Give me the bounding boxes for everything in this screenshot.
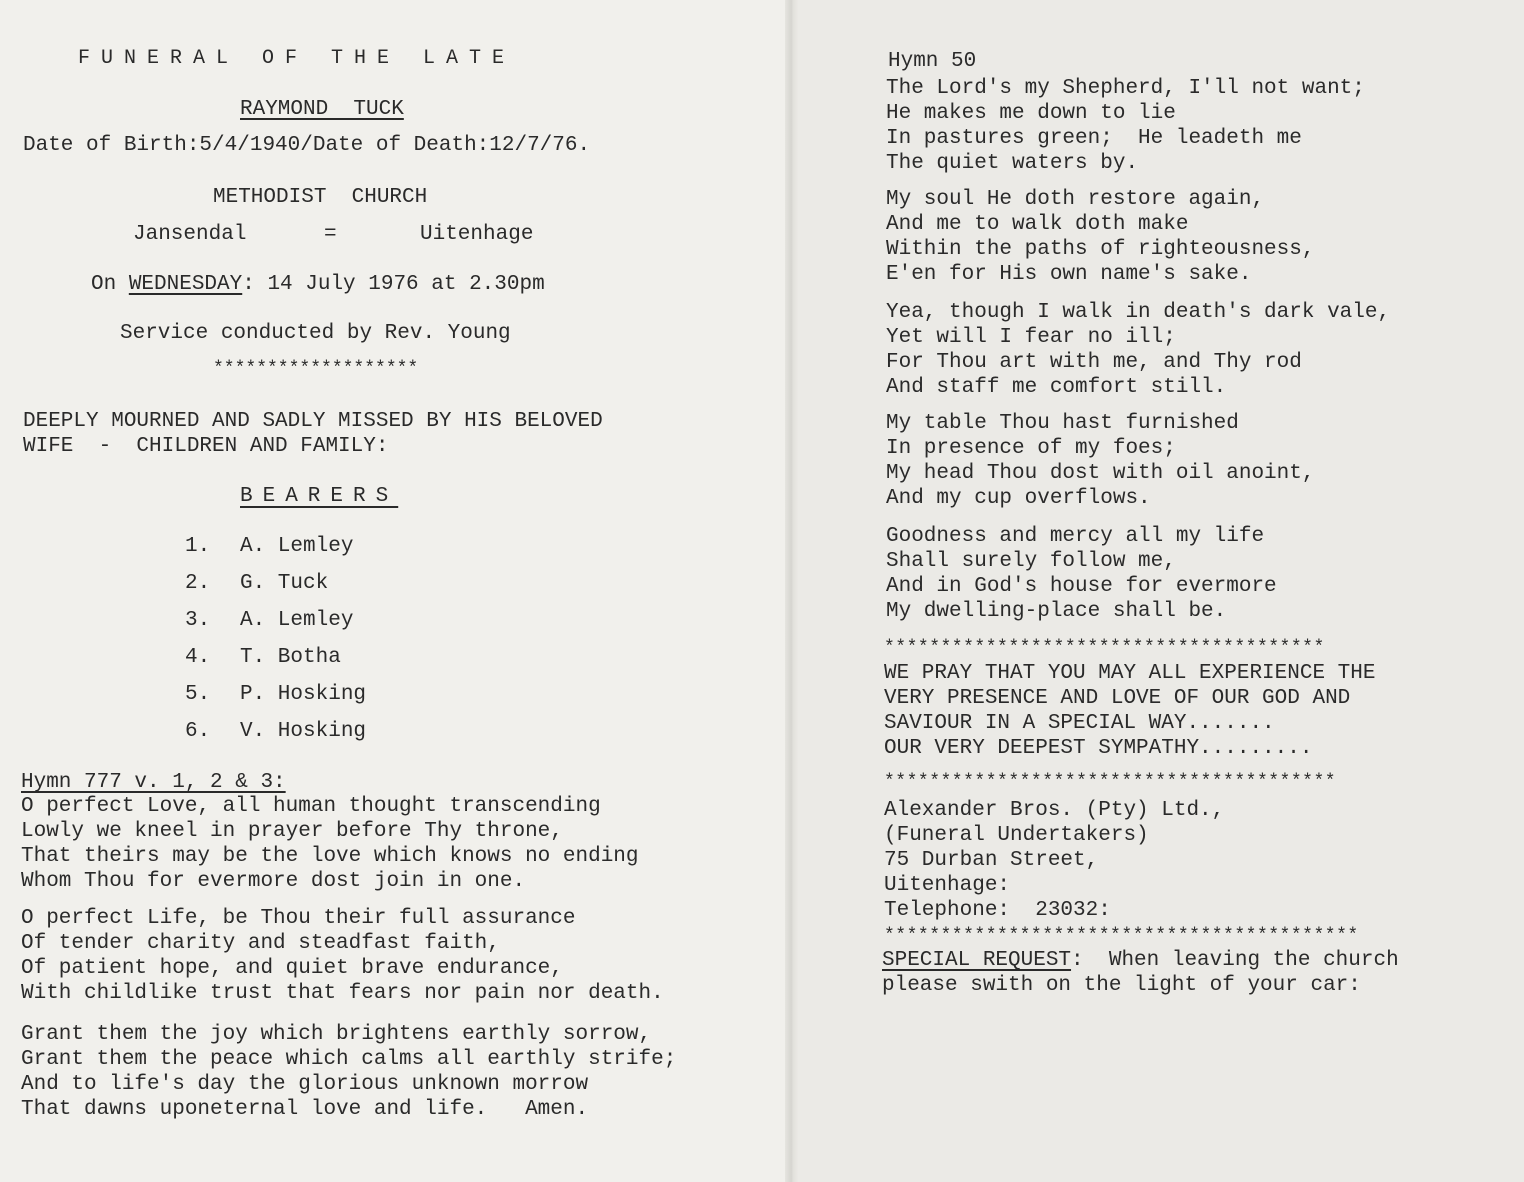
hymn-line: Goodness and mercy all my life xyxy=(886,525,1265,548)
request-line-2: please swith on the light of your car: xyxy=(882,974,1361,997)
hymn-line: Lowly we kneel in prayer before Thy throne, xyxy=(21,820,563,843)
hymn-line: The quiet waters by. xyxy=(886,152,1139,175)
hymn-line: Grant them the peace which calms all earthly strife; xyxy=(21,1048,677,1071)
bearer-name: A. Lemley xyxy=(240,609,354,632)
hymn-line: Within the paths of righteousness, xyxy=(886,238,1315,261)
hymn-50-stanza-4 xyxy=(886,411,1314,511)
hymn-line: And my cup overflows. xyxy=(886,487,1151,510)
hymn-line: Of tender charity and steadfast faith, xyxy=(21,932,500,955)
service-date-rest: : 14 July 1976 at 2.30pm xyxy=(242,273,545,296)
prayer-line: WE PRAY THAT YOU MAY ALL EXPERIENCE THE xyxy=(884,662,1376,685)
request-label: SPECIAL REQUEST xyxy=(882,949,1072,972)
hymn-line: Of patient hope, and quiet brave endurance, xyxy=(21,957,563,980)
bearer-item xyxy=(185,719,366,744)
hymn-line: That dawns uponeternal love and life. Amen. xyxy=(21,1098,589,1121)
hymn-line: He makes me down to lie xyxy=(886,102,1176,125)
hymn-line: E'en for His own name's sake. xyxy=(886,263,1252,286)
hymn-50-title: Hymn 50 xyxy=(888,50,977,73)
hymn-line: And to life's day the glorious unknown morrow xyxy=(21,1073,589,1096)
hymn-line: My soul He doth restore again, xyxy=(886,188,1265,211)
hymn-777-title: Hymn 777 v. 1, 2 & 3: xyxy=(21,771,286,794)
request-text: : When leaving the church xyxy=(1071,949,1399,972)
hymn-line: And in God's house for evermore xyxy=(886,575,1277,598)
birth-death-dates: Date of Birth:5/4/1940/Date of Death:12/7/76. xyxy=(23,134,591,157)
bearer-item xyxy=(185,682,366,707)
location-uitenhage: Uitenhage xyxy=(420,223,534,246)
hymn-line: Yea, though I walk in death's dark vale, xyxy=(886,301,1391,324)
prayer-line: SAVIOUR IN A SPECIAL WAY....... xyxy=(884,712,1275,735)
hymn-line: For Thou art with me, and Thy rod xyxy=(886,351,1302,374)
bearers-heading: BEARERS xyxy=(240,485,399,508)
bearer-number: 6. xyxy=(185,720,211,743)
mourned-message xyxy=(23,409,603,459)
mourned-line-2: WIFE - CHILDREN AND FAMILY: xyxy=(23,435,389,458)
address-line: 75 Durban Street, xyxy=(884,849,1099,872)
hymn-50-stanza-1 xyxy=(886,76,1365,176)
star-divider: ******************* xyxy=(213,359,419,379)
hymn-line: My head Thou dost with oil anoint, xyxy=(886,462,1315,485)
hymn-line: Grant them the joy which brightens earthly sorrow, xyxy=(21,1023,652,1046)
address-line: Uitenhage: xyxy=(884,874,1011,897)
page-fold xyxy=(785,0,799,1182)
service-day: WEDNESDAY xyxy=(128,273,243,296)
bearer-item xyxy=(185,571,328,596)
undertaker-address xyxy=(884,798,1224,923)
address-line: Alexander Bros. (Pty) Ltd., xyxy=(884,799,1225,822)
hymn-line: That theirs may be the love which knows no ending xyxy=(21,845,639,868)
star-divider: ****************************************** xyxy=(884,926,1359,946)
bearer-name: V. Hosking xyxy=(240,720,367,743)
hymn-50-stanza-3 xyxy=(886,300,1390,400)
hymn-line: And staff me comfort still. xyxy=(886,376,1227,399)
request-line-1 xyxy=(882,948,1399,973)
bearer-item xyxy=(185,534,353,559)
bearer-name: G. Tuck xyxy=(240,572,329,595)
prayer-line: VERY PRESENCE AND LOVE OF OUR GOD AND xyxy=(884,687,1351,710)
hymn-line: In pastures green; He leadeth me xyxy=(886,127,1302,150)
hymn-777-stanza-1 xyxy=(21,794,639,894)
prayer-line: OUR VERY DEEPEST SYMPATHY......... xyxy=(884,737,1313,760)
deceased-name: RAYMOND TUCK xyxy=(240,98,404,121)
hymn-777-stanza-3 xyxy=(21,1022,676,1122)
bearer-name: A. Lemley xyxy=(240,535,354,558)
hymn-line: In presence of my foes; xyxy=(886,437,1176,460)
hymn-line: My dwelling-place shall be. xyxy=(886,600,1227,623)
bearer-number: 2. xyxy=(185,572,211,595)
hymn-777-stanza-2 xyxy=(21,906,664,1006)
hymn-line: Whom Thou for evermore dost join in one. xyxy=(21,870,526,893)
bearer-name: T. Botha xyxy=(240,646,341,669)
service-date xyxy=(91,272,545,297)
bearer-item xyxy=(185,608,353,633)
hymn-line: With childlike trust that fears nor pain nor death. xyxy=(21,982,664,1005)
hymn-line: O perfect Love, all human thought transcending xyxy=(21,795,601,818)
hymn-line: Shall surely follow me, xyxy=(886,550,1176,573)
hymn-line: My table Thou hast furnished xyxy=(886,412,1239,435)
star-divider: *************************************** xyxy=(884,638,1325,658)
hymn-line: And me to walk doth make xyxy=(886,213,1189,236)
bearer-name: P. Hosking xyxy=(240,683,367,706)
location-separator: = xyxy=(324,223,337,246)
hymn-50-stanza-5 xyxy=(886,524,1277,624)
address-line: Telephone: 23032: xyxy=(884,899,1111,922)
address-line: (Funeral Undertakers) xyxy=(884,824,1149,847)
programme-title: FUNERAL OF THE LATE xyxy=(78,47,516,70)
prayer-message xyxy=(884,661,1375,761)
bearer-number: 5. xyxy=(185,683,211,706)
hymn-line: The Lord's my Shepherd, I'll not want; xyxy=(886,77,1365,100)
mourned-line-1: DEEPLY MOURNED AND SADLY MISSED BY HIS BELOVED xyxy=(23,410,603,433)
special-request xyxy=(882,948,1399,998)
hymn-line: O perfect Life, be Thou their full assurance xyxy=(21,907,576,930)
service-conducted-by: Service conducted by Rev. Young xyxy=(120,322,511,345)
bearer-number: 4. xyxy=(185,646,211,669)
bearer-item xyxy=(185,645,341,670)
star-divider: **************************************** xyxy=(884,772,1337,792)
service-date-prefix: On xyxy=(91,273,129,296)
bearer-number: 3. xyxy=(185,609,211,632)
bearer-number: 1. xyxy=(185,535,211,558)
hymn-line: Yet will I fear no ill; xyxy=(886,326,1176,349)
church-name: METHODIST CHURCH xyxy=(213,186,428,209)
hymn-50-stanza-2 xyxy=(886,187,1314,287)
location-jansendal: Jansendal xyxy=(133,223,247,246)
